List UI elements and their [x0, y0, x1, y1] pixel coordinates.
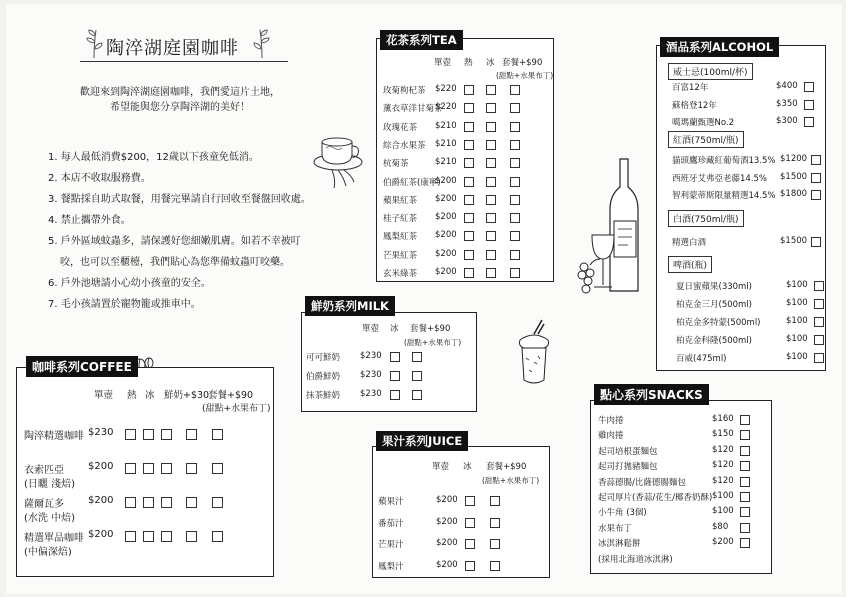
- coffee-col-pot: 單壺: [94, 390, 114, 401]
- wine-illustration: [572, 155, 652, 305]
- order-checkbox[interactable]: [186, 429, 197, 440]
- menu-item-price: $200: [435, 248, 457, 259]
- menu-item-name: 玄米綠茶: [383, 269, 418, 279]
- menu-item-name: 百富12年: [672, 83, 709, 93]
- menu-item-name: 玫瑰花茶: [383, 122, 418, 133]
- menu-item-price: $400: [776, 81, 798, 91]
- menu-item-price: $230: [360, 389, 382, 399]
- menu-item-price: $200: [712, 537, 734, 548]
- menu-item-name: 柏克金多特蒙(500ml): [676, 318, 761, 328]
- menu-item-price: $150: [712, 429, 734, 440]
- menu-item-price: $350: [776, 98, 798, 109]
- menu-item-price: $200: [435, 230, 457, 241]
- tea-col-hot: 熱: [464, 58, 473, 68]
- menu-item-name: 蘇格登12年: [672, 100, 717, 111]
- juice-col-set: 套餐+$90: [486, 462, 527, 472]
- alcohol-section-tag: 酒品系列ALCOHOL: [660, 37, 779, 57]
- milk-section-tag: 鮮奶系列MILK: [305, 296, 395, 316]
- order-checkbox[interactable]: [486, 158, 496, 168]
- order-checkbox[interactable]: [143, 429, 154, 440]
- menu-item-price: $230: [360, 351, 382, 361]
- order-checkbox[interactable]: [464, 122, 474, 132]
- order-checkbox[interactable]: [740, 446, 750, 456]
- order-checkbox[interactable]: [814, 317, 824, 327]
- rule-item: 7. 毛小孩請置於寵物籠或推車中。: [48, 299, 201, 310]
- menu-item-price: $200: [88, 529, 114, 540]
- order-checkbox[interactable]: [161, 429, 172, 440]
- order-checkbox[interactable]: [486, 103, 496, 113]
- order-checkbox[interactable]: [464, 268, 474, 278]
- welcome-line: 希望能與您分享陶淬湖的美好！: [110, 102, 250, 113]
- order-checkbox[interactable]: [125, 463, 136, 474]
- menu-item-name: 小牛角 (3個): [598, 508, 647, 519]
- menu-item-name: 起司打拋豬麵包: [598, 462, 658, 473]
- rule-item: 6. 戶外池塘請小心幼小孩童的安全。: [48, 278, 211, 289]
- menu-item-name: 薰衣草洋甘菊茶: [383, 104, 443, 115]
- order-checkbox[interactable]: [740, 461, 750, 471]
- order-checkbox[interactable]: [143, 531, 154, 542]
- menu-item-price: $200: [435, 175, 457, 186]
- order-checkbox[interactable]: [486, 250, 496, 260]
- order-checkbox[interactable]: [464, 195, 474, 205]
- order-checkbox[interactable]: [161, 497, 172, 508]
- order-checkbox[interactable]: [740, 507, 750, 517]
- order-checkbox[interactable]: [212, 531, 223, 542]
- tea-col-set-note: (甜點+水果布丁): [496, 71, 554, 80]
- beer-label: 啤酒(瓶): [668, 256, 712, 273]
- menu-item-price: $80: [712, 521, 729, 532]
- menu-item-price: $100: [786, 316, 808, 326]
- juice-section-tag: 果汁系列JUICE: [376, 431, 468, 451]
- order-checkbox[interactable]: [510, 231, 520, 241]
- menu-item-price: $1800: [780, 189, 808, 199]
- menu-item-name: (採用北海道冰淇淋): [598, 554, 673, 565]
- order-checkbox[interactable]: [212, 463, 223, 474]
- drink-illustration: [512, 318, 556, 390]
- order-checkbox[interactable]: [464, 140, 474, 150]
- white-wine-label: 白酒(750ml/瓶): [668, 210, 744, 227]
- menu-item-name: 起司厚片(香蒜/花生/椰香奶酥): [598, 493, 713, 503]
- menu-item-name: 智利蒙蒂斯限量精選14.5%: [672, 191, 776, 201]
- order-checkbox[interactable]: [811, 190, 821, 200]
- menu-item-name: 番茄汁: [378, 518, 404, 529]
- page-title: 陶淬湖庭園咖啡: [106, 38, 239, 59]
- tea-col-pot: 單壺: [434, 58, 452, 68]
- order-checkbox[interactable]: [510, 85, 520, 95]
- menu-item-name: 貓頭鷹珍藏紅葡萄酒13.5%: [672, 156, 776, 166]
- milk-col-set-note: (甜點+水果布丁): [404, 338, 462, 347]
- menu-item-name: 芒果紅茶: [383, 250, 418, 261]
- order-checkbox[interactable]: [740, 415, 750, 425]
- menu-item-name: 蘋果汁: [378, 497, 404, 507]
- order-checkbox[interactable]: [490, 518, 500, 528]
- order-checkbox[interactable]: [212, 497, 223, 508]
- menu-item-price: $120: [712, 475, 734, 486]
- menu-item-name: 杭菊茶: [383, 159, 409, 170]
- teacup-illustration: [308, 118, 368, 190]
- leaf-icon: [84, 28, 104, 58]
- tea-section-tag: 花茶系列TEA: [380, 30, 463, 50]
- order-checkbox[interactable]: [486, 85, 496, 95]
- menu-item-name: 可可鮮奶: [306, 353, 341, 363]
- order-checkbox[interactable]: [510, 103, 520, 113]
- leaf-icon: [252, 28, 272, 58]
- order-checkbox[interactable]: [490, 539, 500, 549]
- whisky-label: 威士忌(100ml/杯): [668, 63, 753, 80]
- rule-item: 5. 戶外區域蚊蟲多，請保護好您細嫩肌膚。如若不幸被叮: [48, 236, 301, 247]
- order-checkbox[interactable]: [814, 299, 824, 309]
- order-checkbox[interactable]: [804, 100, 814, 110]
- menu-item-price: $1500: [780, 171, 808, 182]
- menu-item-name: 香蒜德腸/比薩德腸麵包: [598, 477, 686, 488]
- menu-item-name: 玫菊枸杞茶: [383, 86, 426, 96]
- rule-item: 4. 禁止攜帶外食。: [48, 215, 131, 226]
- menu-item-price: $1500: [780, 236, 808, 246]
- rule-item: 2. 本店不收取服務費。: [48, 173, 151, 184]
- menu-item-price: $200: [435, 193, 457, 204]
- order-checkbox[interactable]: [464, 103, 474, 113]
- menu-item-price: $200: [435, 212, 457, 223]
- menu-item-name: 伯爵鮮奶: [306, 372, 341, 382]
- menu-item-price: $100: [712, 491, 734, 501]
- order-checkbox[interactable]: [510, 158, 520, 168]
- menu-item-price: $100: [786, 334, 808, 344]
- order-checkbox[interactable]: [510, 213, 520, 223]
- menu-item-price: $210: [435, 138, 457, 149]
- order-checkbox[interactable]: [510, 122, 520, 132]
- order-checkbox[interactable]: [212, 429, 223, 440]
- menu-item-price: $200: [88, 461, 114, 472]
- order-checkbox[interactable]: [186, 497, 197, 508]
- menu-item-price: $200: [436, 559, 458, 570]
- juice-col-ice: 冰: [463, 462, 472, 472]
- order-checkbox[interactable]: [464, 85, 474, 95]
- menu-item-price: $200: [436, 538, 458, 548]
- menu-item-name: 伯爵紅茶(康寧): [383, 177, 441, 188]
- menu-item-name: 綜合水果茶: [383, 140, 426, 151]
- order-checkbox[interactable]: [143, 497, 154, 508]
- menu-item-price: $100: [786, 280, 808, 290]
- order-checkbox[interactable]: [465, 539, 475, 549]
- order-checkbox[interactable]: [143, 463, 154, 474]
- order-checkbox[interactable]: [486, 195, 496, 205]
- order-checkbox[interactable]: [811, 237, 821, 247]
- order-checkbox[interactable]: [486, 231, 496, 241]
- order-checkbox[interactable]: [804, 117, 814, 127]
- coffee-col-set: 套餐+$90: [208, 390, 254, 401]
- order-checkbox[interactable]: [412, 352, 422, 362]
- order-checkbox[interactable]: [490, 496, 500, 506]
- order-checkbox[interactable]: [486, 122, 496, 132]
- menu-item-price: $100: [786, 298, 808, 308]
- menu-item-name: 衣索匹亞: [24, 465, 64, 476]
- menu-item-note: (日曬 淺焙): [24, 479, 75, 490]
- order-checkbox[interactable]: [510, 177, 520, 187]
- menu-item-name: 噶瑪蘭甄選No.2: [672, 118, 735, 128]
- menu-item-name: 蘋果紅茶: [383, 195, 418, 206]
- rule-item: 3. 餐點採自助式取餐，用餐完畢請自行回收至餐盤回收處。: [48, 194, 311, 205]
- menu-item-price: $210: [435, 157, 457, 168]
- menu-item-name: 陶淬精選咖啡: [24, 431, 84, 442]
- rule-item: 1. 每人最低消費$200，12歲以下孩童免低消。: [48, 152, 259, 163]
- rule-item: 咬，也可以至櫃檯，我們貼心為您準備蚊蟲叮咬藥。: [60, 257, 290, 268]
- menu-item-name: 精選單品咖啡: [24, 533, 84, 544]
- coffee-section-tag: 咖啡系列COFFEE: [26, 356, 138, 377]
- menu-item-price: $220: [435, 102, 457, 113]
- menu-item-price: $120: [712, 444, 734, 455]
- order-checkbox[interactable]: [161, 531, 172, 542]
- snacks-section-tag: 點心系列SNACKS: [594, 384, 709, 405]
- menu-item-price: $160: [712, 414, 734, 424]
- milk-col-pot: 單壺: [362, 324, 380, 334]
- tea-col-set: 套餐+$90: [502, 58, 543, 68]
- order-checkbox[interactable]: [465, 496, 475, 506]
- menu-item-name: 冰淇淋鬆餅: [598, 539, 641, 550]
- order-checkbox[interactable]: [412, 371, 422, 381]
- order-checkbox[interactable]: [811, 155, 821, 165]
- coffee-col-hot: 熱: [127, 390, 137, 401]
- order-checkbox[interactable]: [814, 335, 824, 345]
- house-rules: [48, 147, 311, 315]
- order-checkbox[interactable]: [740, 492, 750, 502]
- order-checkbox[interactable]: [125, 497, 136, 508]
- menu-item-price: $200: [436, 516, 458, 527]
- order-checkbox[interactable]: [464, 158, 474, 168]
- juice-col-set-note: (甜點+水果布丁): [482, 476, 540, 485]
- menu-item-name: 夏日蜜蘋果(330ml): [676, 282, 752, 292]
- order-checkbox[interactable]: [804, 82, 814, 92]
- tea-col-ice: 冰: [486, 58, 495, 68]
- order-checkbox[interactable]: [464, 213, 474, 223]
- menu-item-price: $210: [435, 120, 457, 131]
- order-checkbox[interactable]: [814, 281, 824, 291]
- order-checkbox[interactable]: [464, 250, 474, 260]
- order-checkbox[interactable]: [464, 177, 474, 187]
- order-checkbox[interactable]: [125, 429, 136, 440]
- milk-col-ice: 冰: [390, 324, 399, 334]
- coffee-col-set-note: (甜點+水果布丁): [202, 404, 271, 414]
- menu-item-price: $230: [88, 427, 114, 438]
- menu-item-price: $230: [360, 370, 382, 380]
- title-underline: [80, 61, 288, 62]
- menu-item-price: $200: [435, 267, 457, 277]
- order-checkbox[interactable]: [814, 353, 824, 363]
- order-checkbox[interactable]: [486, 140, 496, 150]
- menu-item-name: 柏克金科隆(500ml): [676, 336, 752, 346]
- order-checkbox[interactable]: [740, 477, 750, 487]
- juice-col-pot: 單壺: [432, 462, 450, 472]
- coffee-col-milk: 鮮奶+$30: [164, 390, 210, 401]
- order-checkbox[interactable]: [465, 518, 475, 528]
- order-checkbox[interactable]: [740, 538, 750, 548]
- menu-item-name: 桂子紅茶: [383, 214, 418, 225]
- order-checkbox[interactable]: [510, 195, 520, 205]
- order-checkbox[interactable]: [186, 463, 197, 474]
- order-checkbox[interactable]: [390, 371, 400, 381]
- menu-item-name: 起司培根蛋麵包: [598, 446, 658, 457]
- red-wine-label: 紅酒(750ml/瓶): [668, 131, 744, 148]
- order-checkbox[interactable]: [740, 430, 750, 440]
- coffee-col-ice: 冰: [145, 390, 155, 401]
- order-checkbox[interactable]: [186, 531, 197, 542]
- order-checkbox[interactable]: [811, 173, 821, 183]
- menu-item-name: 牛肉捲: [598, 416, 624, 426]
- welcome-line: 歡迎來到陶淬湖庭園咖啡，我們愛這片土地，: [80, 87, 280, 98]
- order-checkbox[interactable]: [510, 250, 520, 260]
- order-checkbox[interactable]: [486, 268, 496, 278]
- welcome-text: [70, 85, 290, 115]
- order-checkbox[interactable]: [510, 268, 520, 278]
- menu-item-note: (水洗 中焙): [24, 513, 75, 524]
- menu-item-note: (中偏深焙): [24, 547, 72, 558]
- milk-col-set: 套餐+$90: [410, 324, 451, 334]
- order-checkbox[interactable]: [740, 523, 750, 533]
- order-checkbox[interactable]: [510, 140, 520, 150]
- menu-item-name: 鳳梨紅茶: [383, 232, 418, 243]
- menu-item-name: 薩爾瓦多: [24, 499, 64, 510]
- order-checkbox[interactable]: [486, 177, 496, 187]
- menu-item-price: $100: [786, 352, 808, 362]
- menu-item-price: $300: [776, 116, 798, 126]
- menu-item-price: $200: [436, 495, 458, 505]
- order-checkbox[interactable]: [412, 390, 422, 400]
- menu-item-price: $100: [712, 506, 734, 517]
- menu-item-name: 西班牙艾弗亞老藤14.5%: [672, 173, 768, 184]
- menu-item-price: $200: [88, 495, 114, 506]
- order-checkbox[interactable]: [390, 352, 400, 362]
- menu-item-price: $1200: [780, 154, 808, 164]
- order-checkbox[interactable]: [465, 561, 475, 571]
- order-checkbox[interactable]: [125, 531, 136, 542]
- menu-item-name: 精選白酒: [672, 238, 707, 248]
- menu-item-name: 水果布丁: [598, 523, 633, 534]
- menu-item-name: 芒果汁: [378, 540, 404, 550]
- menu-item-name: 鳳梨汁: [378, 561, 404, 572]
- order-checkbox[interactable]: [464, 231, 474, 241]
- menu-item-name: 柏克金三月(500ml): [676, 300, 752, 310]
- menu-item-name: 抹茶鮮奶: [306, 391, 341, 401]
- order-checkbox[interactable]: [390, 390, 400, 400]
- menu-item-name: 百威(475ml): [676, 354, 727, 364]
- menu-item-name: 雞肉捲: [598, 431, 624, 442]
- order-checkbox[interactable]: [490, 561, 500, 571]
- order-checkbox[interactable]: [486, 213, 496, 223]
- menu-item-price: $220: [435, 84, 457, 94]
- menu-item-price: $120: [712, 460, 734, 471]
- order-checkbox[interactable]: [161, 463, 172, 474]
